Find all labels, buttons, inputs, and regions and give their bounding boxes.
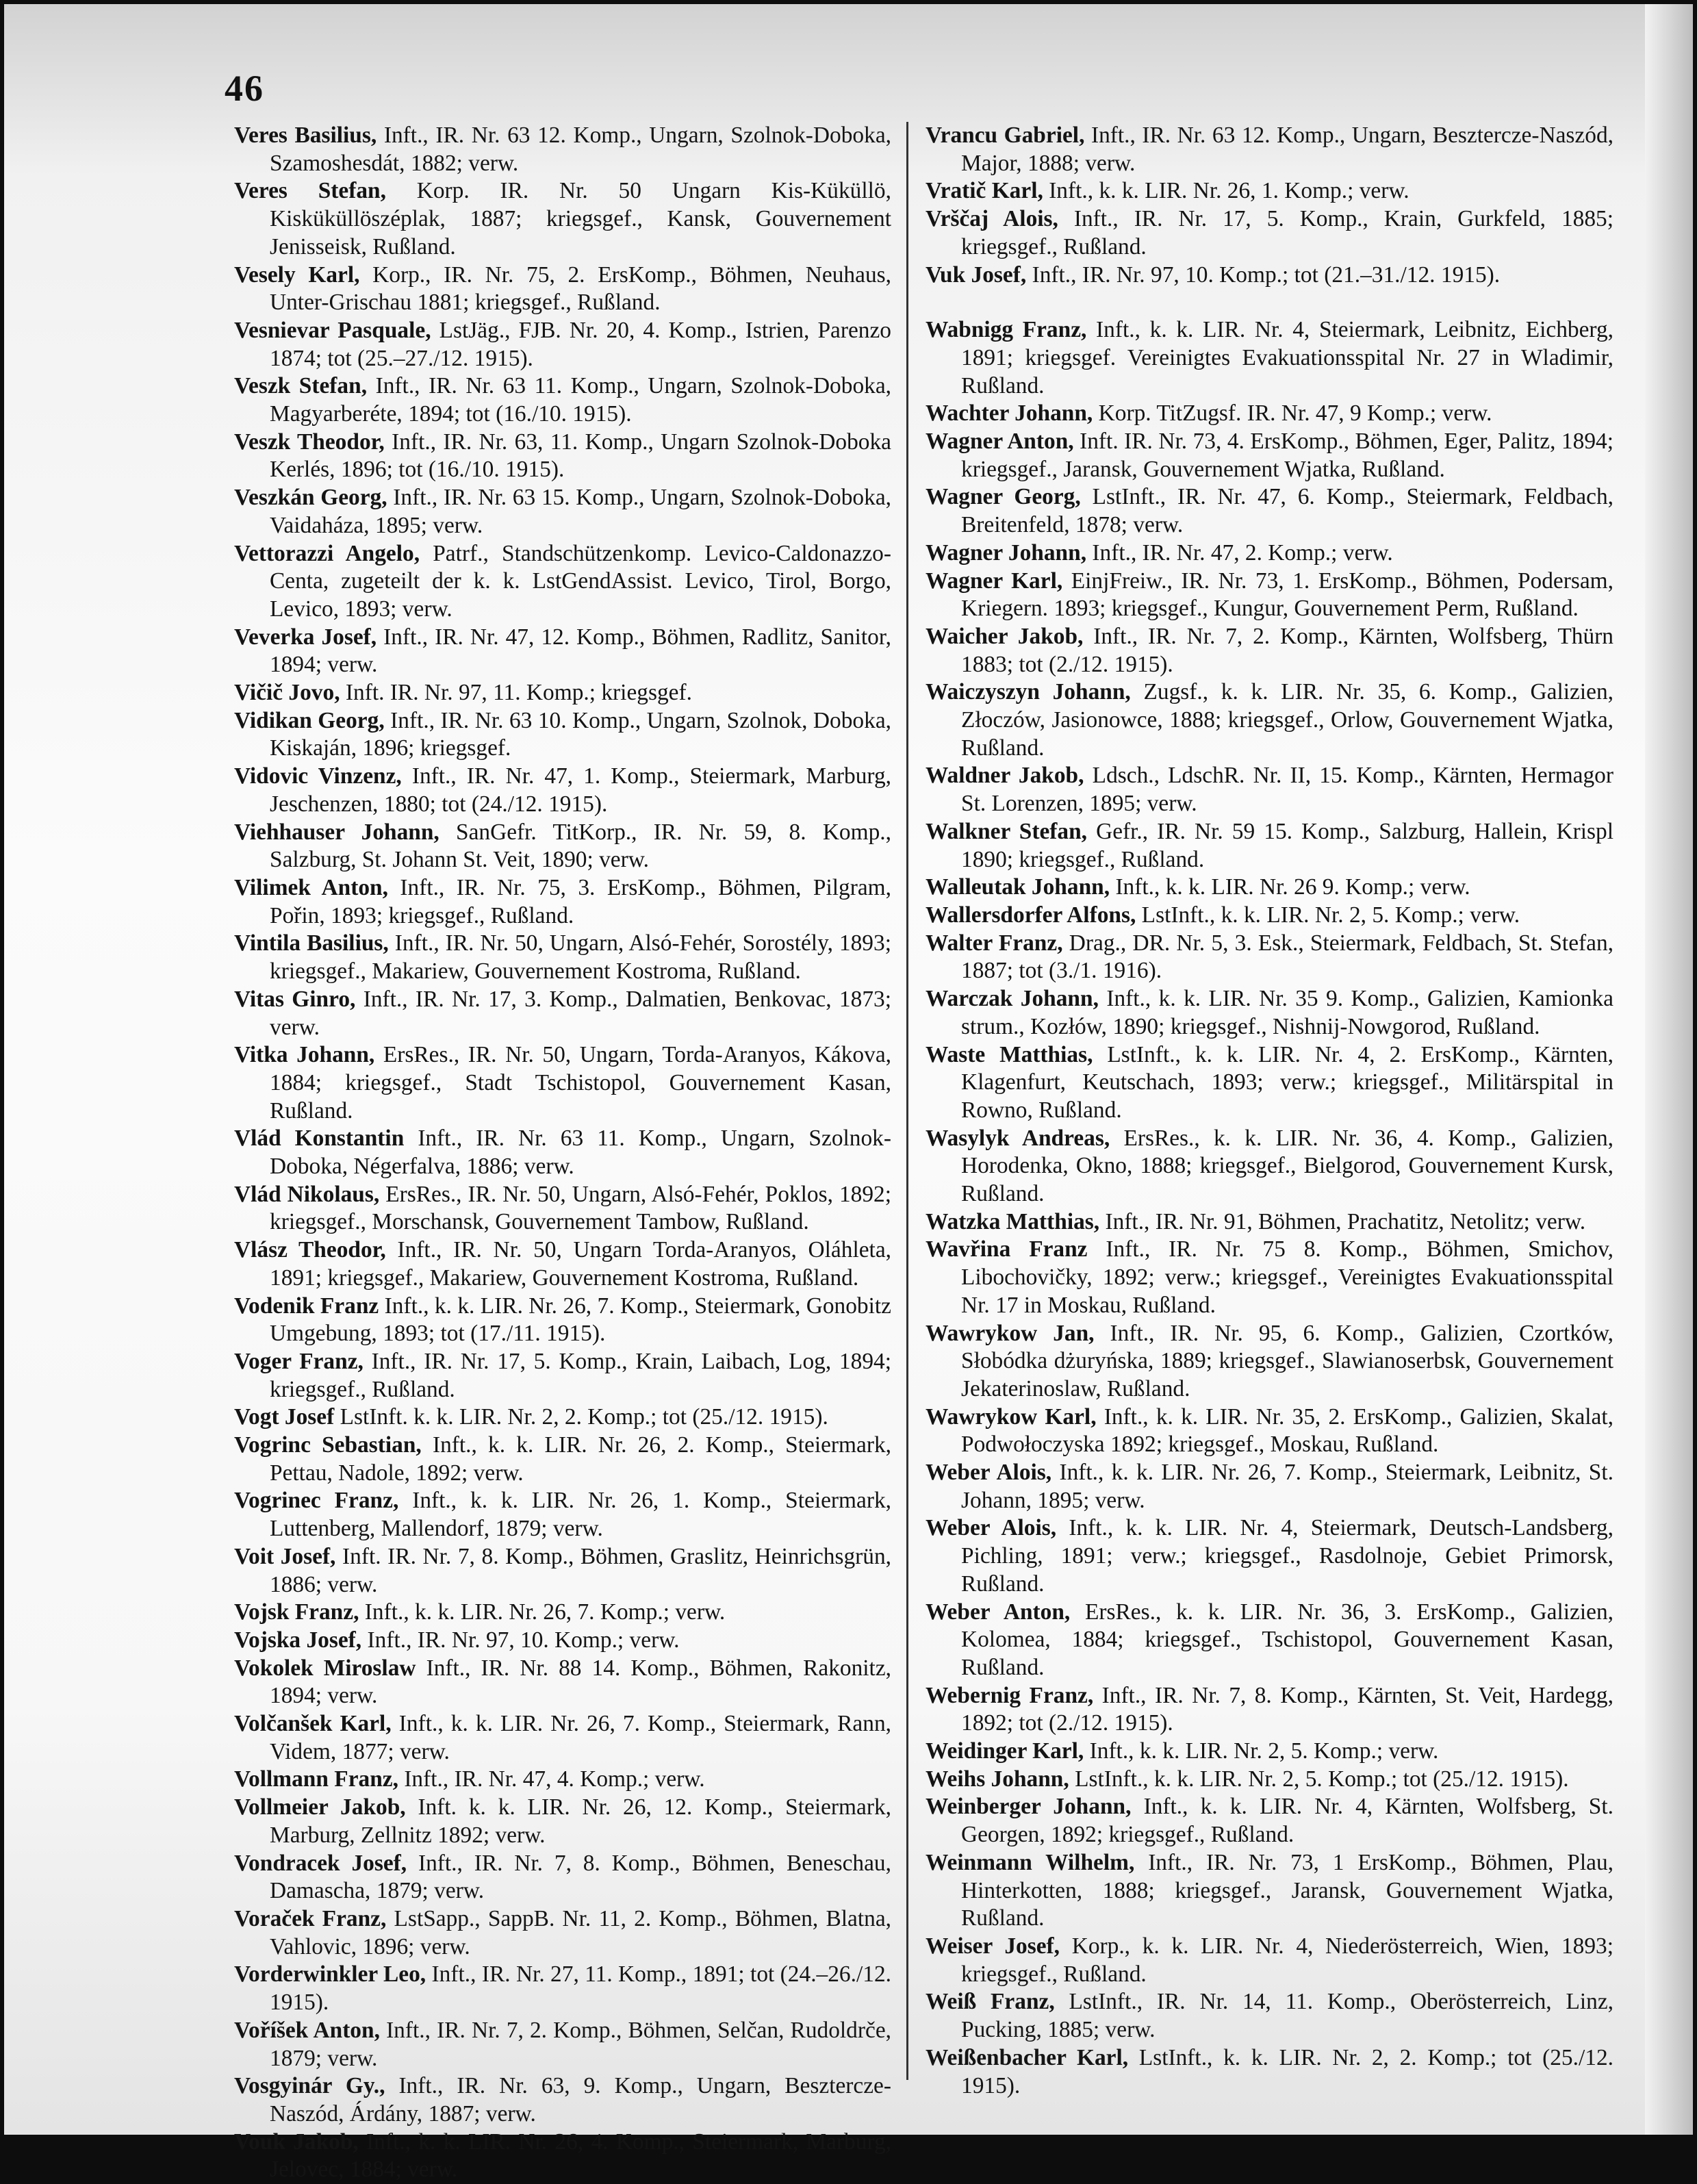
- entry-details: Ldsch., LdschR. Nr. II, 15. Komp., Kärnten, Hermagor St. Lorenzen, 1895; verw.: [961, 763, 1613, 817]
- register-entry: [926, 1766, 1613, 1794]
- register-entry: [926, 1682, 1613, 1738]
- entry-details: Inft., IR. Nr. 63, 11. Komp., Ungarn Szolnok-Doboka Kerlés, 1896; tot (16./10. 1915).: [270, 429, 891, 483]
- entry-name: Veres Basilius,: [234, 123, 377, 148]
- register-entry: [926, 262, 1613, 290]
- entry-name: Wawrykow Jan,: [926, 1320, 1095, 1346]
- entry-name: Weihs Johann,: [926, 1766, 1069, 1792]
- entry-name: Vorderwinkler Leo,: [234, 1961, 426, 1988]
- register-entry: [234, 1487, 891, 1542]
- register-entry: [926, 1933, 1613, 1988]
- entry-details: Korp., k. k. LIR. Nr. 4, Niederösterreich, Wien, 1893; kriegsgef., Rußland.: [961, 1933, 1613, 1987]
- register-entry: [926, 1599, 1613, 1682]
- entry-name: Vodenik Franz: [234, 1293, 379, 1319]
- entry-details: LstInft., k. k. LIR. Nr. 4, 2. ErsKomp., Kärnten, Klagenfurt, Keutschach, 1893; verw.; kriegsgef., Militärspital in Rowno, Rußland.: [961, 1041, 1613, 1123]
- entry-details: Inft., IR. Nr. 63, 9. Komp., Ungarn, Besztercze-Naszód, Árdány, 1887; verw.: [270, 2073, 891, 2126]
- entry-details: Inft., k. k. LIR. Nr. 26, 7. Komp., Steiermark, Gonobitz Umgebung, 1893; tot (17./11. 1915).: [270, 1293, 892, 1347]
- entry-name: Wagner Johann,: [926, 539, 1087, 566]
- register-entry: [234, 317, 891, 372]
- register-entry: [926, 1459, 1613, 1514]
- entry-details: Inft., IR. Nr. 95, 6. Komp., Galizien, Czortków, Słobódka dżuryńska, 1889; kriegsgef., Slawianoserbsk, Gouvernement Jekaterinoslaw, Rußland.: [961, 1320, 1613, 1401]
- register-entry: [234, 429, 891, 484]
- register-entry: [926, 2044, 1613, 2100]
- entry-details: Inft., k. k. LIR. Nr. 26, 2. Komp., Steiermark, Pettau, Nadole, 1892; verw.: [270, 1432, 891, 1486]
- entry-name: Veszk Theodor,: [234, 429, 385, 455]
- register-entry: [234, 1404, 891, 1432]
- register-entry: [234, 1543, 891, 1599]
- entry-details: ErsRes., k. k. LIR. Nr. 36, 3. ErsKomp., Galizien, Kolomea, 1884; kriegsgef., Tschistopol, Gouvernement Kasan, Rußland.: [961, 1599, 1613, 1680]
- entry-name: Veszk Stefan,: [234, 373, 368, 399]
- entry-details: Inft., IR. Nr. 47, 1. Komp., Steiermark, Marburg, Jeschenzen, 1880; tot (24./12. 1915).: [270, 763, 891, 817]
- register-entry: [926, 1738, 1613, 1766]
- entry-name: Warczak Johann,: [926, 986, 1099, 1012]
- entry-name: Weinmann Wilhelm,: [926, 1849, 1135, 1875]
- entry-name: Vuk Josef,: [926, 262, 1027, 288]
- entry-details: Inft., k. k. LIR. Nr. 2, 5. Komp.; verw.: [1089, 1738, 1439, 1764]
- entry-name: Vosgyinár Gy.,: [234, 2073, 385, 2099]
- entry-details: Inft., IR. Nr. 75 8. Komp., Böhmen, Smichov, Libochovičky, 1892; verw.; kriegsgef., Vereinigtes Evakuationsspital Nr. 17 in Moskau, Rußland.: [961, 1236, 1613, 1318]
- register-entry: [234, 1655, 891, 1710]
- entry-details: Inft., IR. Nr. 63 12. Komp., Ungarn, Besztercze-Naszód, Major, 1888; verw.: [961, 123, 1613, 176]
- register-entry: [926, 1236, 1613, 1319]
- register-entry: [234, 484, 891, 539]
- entry-name: Veverka Josef,: [234, 624, 377, 650]
- register-entry: [234, 1348, 891, 1404]
- entry-name: Waiczyszyn Johann,: [926, 679, 1131, 705]
- entry-name: Weber Alois,: [926, 1515, 1057, 1541]
- entry-details: LstInft. k. k. LIR. Nr. 2, 2. Komp.; tot (25./12. 1915).: [340, 1404, 828, 1430]
- register-entry: [234, 540, 891, 624]
- entry-details: Inft., IR. Nr. 50, Ungarn Torda-Aranyos, Oláhleta, 1891; kriegsgef., Makariew, Gouvernement Kostroma, Rußland.: [270, 1237, 891, 1291]
- entry-details: Inft., IR. Nr. 7, 2. Komp., Böhmen, Selčan, Rudoldrče, 1879; verw.: [270, 2017, 891, 2071]
- register-entry: [926, 678, 1613, 762]
- register-entry: [926, 316, 1613, 400]
- entry-name: Waste Matthias,: [926, 1041, 1093, 1067]
- register-entry: [234, 1432, 891, 1487]
- entry-details: Inft., k. k. LIR. Nr. 26, 7. Komp.; verw.: [364, 1599, 726, 1625]
- register-entry: [926, 568, 1613, 623]
- entry-name: Vitka Johann,: [234, 1042, 375, 1068]
- entry-name: Watzka Matthias,: [926, 1208, 1100, 1234]
- register-entry: [234, 930, 891, 985]
- register-entry: [926, 623, 1613, 678]
- entry-details: Inft., k. k. LIR. Nr. 4, Steiermark, Deutsch-Landsberg, Pichling, 1891; verw.; kriegsgef., Rasdolnoje, Gebiet Primorsk, Rußland.: [961, 1515, 1613, 1597]
- entry-details: Inft., k. k. LIR. Nr. 26, 1. Komp., Steiermark, Luttenberg, Mallendorf, 1879; verw.: [270, 1488, 891, 1542]
- entry-name: Vintila Basilius,: [234, 930, 389, 956]
- register-entry: [926, 177, 1613, 205]
- entry-name: Vondracek Josef,: [234, 1850, 407, 1876]
- entry-details: Korp. TitZugsf. IR. Nr. 47, 9 Komp.; verw.: [1098, 401, 1492, 427]
- right-column: [926, 122, 1613, 2107]
- register-entry: [234, 1961, 891, 2016]
- register-entry: [234, 1125, 891, 1180]
- entry-name: Vitas Ginro,: [234, 986, 356, 1012]
- register-entry: [926, 539, 1613, 568]
- entry-name: Vouk Jakob,: [234, 2129, 359, 2155]
- register-entry: [234, 679, 891, 707]
- entry-details: Inft., IR. Nr. 63 11. Komp., Ungarn, Szolnok-Doboka, Négerfalva, 1886; verw.: [270, 1126, 891, 1180]
- register-entry: [926, 428, 1613, 483]
- entry-details: ErsRes., IR. Nr. 50, Ungarn, Torda-Aranyos, Kákova, 1884; kriegsgef., Stadt Tschistopol, Gouvernement Kasan, Rußland.: [270, 1042, 891, 1123]
- entry-details: Inft., IR. Nr. 7, 8. Komp., Kärnten, St. Veit, Hardegg, 1892; tot (2./12. 1915).: [961, 1682, 1613, 1736]
- register-entry: [234, 1794, 891, 1849]
- entry-name: Voříšek Anton,: [234, 2017, 380, 2043]
- page-edge-shadow: [1645, 4, 1693, 2135]
- entry-details: Korp., IR. Nr. 75, 2. ErsKomp., Böhmen, Neuhaus, Unter-Grischau 1881; kriegsgef., Rußland.: [270, 262, 891, 316]
- entry-details: Inft., k. k. LIR. Nr. 26 9. Komp.; verw.: [1115, 874, 1470, 900]
- register-entry: [234, 2129, 891, 2184]
- entry-name: Weidinger Karl,: [926, 1738, 1084, 1764]
- entry-name: Veszkán Georg,: [234, 485, 387, 511]
- entry-details: Inft., IR. Nr. 75, 3. ErsKomp., Böhmen, Pilgram, Pořin, 1893; kriegsgef., Rußland.: [270, 874, 891, 928]
- entry-details: Inft., k. k. LIR. Nr. 4, Steiermark, Leibnitz, Eichberg, 1891; kriegsgef. Vereinigtes Evakuationsspital Nr. 27 in Wladimir, Rußland.: [961, 317, 1613, 398]
- entry-details: ErsRes., k. k. LIR. Nr. 36, 4. Komp., Galizien, Horodenka, Okno, 1888; kriegsgef., Bielgorod, Gouvernement Kursk, Rußland.: [961, 1125, 1613, 1207]
- register-entry: [926, 1208, 1613, 1236]
- entry-details: Inft., IR. Nr. 63 15. Komp., Ungarn, Szolnok-Doboka, Vaidaháza, 1895; verw.: [270, 485, 891, 538]
- register-entry: [926, 762, 1613, 817]
- entry-details: Inft. IR. Nr. 7, 8. Komp., Böhmen, Graslitz, Heinrichsgrün, 1886; verw.: [270, 1543, 892, 1597]
- entry-name: Walter Franz,: [926, 930, 1063, 956]
- entry-name: Vrščaj Alois,: [926, 206, 1058, 232]
- entry-details: LstInft., k. k. LIR. Nr. 2, 2. Komp.; tot (25./12. 1915).: [961, 2044, 1613, 2098]
- register-entry: [926, 985, 1613, 1041]
- register-entry: [234, 763, 891, 818]
- entry-name: Viehhauser Johann,: [234, 819, 439, 845]
- entry-name: Vrancu Gabriel,: [926, 123, 1085, 148]
- entry-name: Vesnievar Pasquale,: [234, 317, 431, 343]
- entry-details: Inft., k. k. LIR. Nr. 26, 7. Komp., Steiermark, Rann, Videm, 1877; verw.: [270, 1711, 891, 1764]
- entry-name: Vojska Josef,: [234, 1627, 362, 1653]
- entry-name: Volčanšek Karl,: [234, 1711, 392, 1737]
- register-entry: [926, 1514, 1613, 1598]
- entry-name: Wagner Karl,: [926, 568, 1063, 594]
- entry-name: Veres Stefan,: [234, 178, 386, 204]
- entry-name: Vettorazzi Angelo,: [234, 540, 420, 566]
- entry-details: SanGefr. TitKorp., IR. Nr. 59, 8. Komp., Salzburg, St. Johann St. Veit, 1890; verw.: [270, 819, 891, 873]
- entry-details: Inft., k. k. LIR. Nr. 26, 1. Komp.; verw.: [1049, 178, 1409, 204]
- entry-name: Weiser Josef,: [926, 1933, 1060, 1959]
- register-entry: [926, 1041, 1613, 1125]
- entry-details: Inft., IR. Nr. 17, 5. Komp., Krain, Gurkfeld, 1885; kriegsgef., Rußland.: [961, 206, 1614, 259]
- entry-details: Gefr., IR. Nr. 59 15. Komp., Salzburg, Hallein, Krispl 1890; kriegsgef., Rußland.: [961, 818, 1613, 872]
- register-entry: [234, 122, 891, 177]
- entry-name: Vlád Nikolaus,: [234, 1181, 380, 1207]
- entry-name: Waldner Jakob,: [926, 763, 1084, 789]
- register-entry: [926, 1988, 1613, 2044]
- entry-name: Vogrinc Sebastian,: [234, 1432, 422, 1458]
- entry-details: LstSapp., SappB. Nr. 11, 2. Komp., Böhmen, Blatna, Vahlovic, 1896; verw.: [270, 1906, 891, 1959]
- entry-details: Inft., IR. Nr. 7, 8. Komp., Böhmen, Beneschau, Damascha, 1879; verw.: [270, 1850, 891, 1904]
- entry-name: Wachter Johann,: [926, 401, 1093, 427]
- register-entry: [234, 2072, 891, 2128]
- entry-name: Vogt Josef: [234, 1404, 335, 1430]
- entry-name: Weiß Franz,: [926, 1989, 1055, 2015]
- register-entry: [234, 1181, 891, 1236]
- entry-details: LstInft., IR. Nr. 14, 11. Komp., Oberösterreich, Linz, Pucking, 1885; verw.: [961, 1989, 1613, 2043]
- entry-details: Inft., IR. Nr. 73, 1 ErsKomp., Böhmen, Plau, Hinterkotten, 1888; kriegsgef., Jaransk, Gouvernement Wjatka, Rußland.: [961, 1849, 1613, 1931]
- entry-name: Vojsk Franz,: [234, 1599, 359, 1625]
- entry-details: Inft., IR. Nr. 17, 5. Komp., Krain, Laibach, Log, 1894; kriegsgef., Rußland.: [270, 1348, 891, 1402]
- entry-name: Vokolek Miroslaw: [234, 1655, 416, 1681]
- entry-details: Inft., IR. Nr. 47, 4. Komp.; verw.: [404, 1766, 705, 1792]
- entry-name: Waicher Jakob,: [926, 623, 1084, 649]
- left-column: [234, 122, 892, 2183]
- register-entry: [926, 1849, 1613, 1933]
- entry-details: ErsRes., IR. Nr. 50, Ungarn, Alsó-Fehér, Poklos, 1892; kriegsgef., Morschansk, Gouvernement Tambow, Rußland.: [270, 1181, 892, 1235]
- page-number: 46: [225, 68, 264, 109]
- entry-name: Vilimek Anton,: [234, 874, 388, 900]
- register-entry: [926, 930, 1613, 985]
- entry-details: Inft., IR. Nr. 47, 2. Komp.; verw.: [1092, 539, 1393, 566]
- entry-details: Inft. k. k. LIR. Nr. 26, 12. Komp., Steiermark, Marburg, Zellnitz 1892; verw.: [270, 1794, 891, 1848]
- entry-name: Vollmann Franz,: [234, 1766, 398, 1792]
- scanned-page: [4, 4, 1693, 2183]
- entry-name: Vesely Karl,: [234, 262, 360, 288]
- entry-details: Korp. IR. Nr. 50 Ungarn Kis-Küküllö, Kisküküllöszéplak, 1887; kriegsgef., Kansk, Gouvernement Jenisseisk, Rußland.: [270, 178, 891, 259]
- entry-details: Inft., IR. Nr. 97, 10. Komp.; tot (21.–31./12. 1915).: [1032, 262, 1501, 288]
- register-entry: [234, 262, 891, 317]
- register-entry: [926, 205, 1613, 261]
- register-entry: [234, 2017, 891, 2072]
- entry-details: Drag., DR. Nr. 5, 3. Esk., Steiermark, Feldbach, St. Stefan, 1887; tot (3./1. 1916).: [961, 930, 1613, 984]
- entry-details: LstInft., IR. Nr. 47, 6. Komp., Steiermark, Feldbach, Breitenfeld, 1878; verw.: [961, 484, 1613, 538]
- entry-details: Inft., k. k. LIR. Nr. 35, 2. ErsKomp., Galizien, Skalat, Podwołoczyska 1892; kriegsgef., Moskau, Rußland.: [961, 1404, 1613, 1458]
- entry-name: Weber Alois,: [926, 1460, 1052, 1486]
- entry-name: Voraček Franz,: [234, 1906, 387, 1931]
- entry-details: LstJäg., FJB. Nr. 20, 4. Komp., Istrien, Parenzo 1874; tot (25.–27./12. 1915).: [270, 317, 891, 371]
- entry-name: Weinberger Johann,: [926, 1794, 1132, 1820]
- entry-name: Wavřina Franz: [926, 1236, 1088, 1262]
- register-entry: [234, 819, 891, 874]
- entry-name: Weißenbacher Karl,: [926, 2044, 1129, 2070]
- register-entry: [234, 874, 891, 930]
- entry-details: Inft., k. k. LIR. Nr. 26, 4. Komp., Steiermark, Marburg, Jelovec, 1884; verw.: [270, 2129, 891, 2183]
- register-entry: [926, 1793, 1613, 1849]
- entry-details: Inft., IR. Nr. 47, 12. Komp., Böhmen, Radlitz, Sanitor, 1894; verw.: [270, 624, 891, 678]
- register-entry: [234, 1766, 891, 1794]
- register-entry: [926, 818, 1613, 874]
- entry-name: Wabnigg Franz,: [926, 317, 1087, 343]
- entry-details: Inft., IR. Nr. 97, 10. Komp.; verw.: [367, 1627, 680, 1653]
- entry-name: Wawrykow Karl,: [926, 1404, 1097, 1430]
- entry-details: LstInft., k. k. LIR. Nr. 2, 5. Komp.; verw.: [1141, 902, 1520, 928]
- entry-name: Wasylyk Andreas,: [926, 1125, 1110, 1151]
- entry-details: Inft. IR. Nr. 73, 4. ErsKomp., Böhmen, Eger, Palitz, 1894; kriegsgef., Jaransk, Gouvernement Wjatka, Rußland.: [961, 429, 1613, 482]
- entry-details: Inft., IR. Nr. 63 11. Komp., Ungarn, Szolnok-Doboka, Magyarberéte, 1894; tot (16./10. 1915).: [270, 373, 892, 427]
- entry-name: Wagner Anton,: [926, 429, 1074, 455]
- register-entry: [234, 1293, 891, 1348]
- entry-name: Voger Franz,: [234, 1348, 363, 1374]
- entry-details: Patrf., Standschützenkomp. Levico-Caldonazzo-Centa, zugeteilt der k. k. LstGendAssist. Levico, Tirol, Borgo, Levico, 1893; verw.: [270, 540, 891, 622]
- entry-details: Inft., IR. Nr. 88 14. Komp., Böhmen, Rakonitz, 1894; verw.: [270, 1655, 892, 1709]
- entry-details: Inft., IR. Nr. 27, 11. Komp., 1891; tot (24.–26./12. 1915).: [270, 1961, 891, 2016]
- entry-details: LstInft., k. k. LIR. Nr. 2, 5. Komp.; tot (25./12. 1915).: [1075, 1766, 1569, 1792]
- register-entry: [234, 1041, 891, 1125]
- entry-name: Voit Josef,: [234, 1543, 336, 1569]
- register-entry: [234, 986, 891, 1041]
- register-entry: [926, 483, 1613, 539]
- register-entry: [926, 874, 1613, 902]
- register-entry: [234, 1905, 891, 1961]
- register-entry: [234, 624, 891, 679]
- register-entry: [234, 372, 891, 428]
- entry-details: Inft., IR. Nr. 17, 3. Komp., Dalmatien, Benkovac, 1873; verw.: [270, 986, 891, 1040]
- entry-name: Vlád Konstantin: [234, 1126, 405, 1152]
- register-entry: [926, 1404, 1613, 1459]
- entry-details: Inft., IR. Nr. 63 10. Komp., Ungarn, Szolnok, Doboka, Kiskaján, 1896; kriegsgef.: [270, 707, 891, 761]
- entry-details: Inft. IR. Nr. 97, 11. Komp.; kriegsgef.: [345, 680, 692, 706]
- entry-name: Wagner Georg,: [926, 484, 1081, 510]
- entry-name: Weber Anton,: [926, 1599, 1071, 1625]
- entry-details: Inft., IR. Nr. 7, 2. Komp., Kärnten, Wolfsberg, Thürn 1883; tot (2./12. 1915).: [961, 623, 1613, 677]
- entry-name: Vogrinec Franz,: [234, 1488, 399, 1514]
- entry-details: Inft., IR. Nr. 91, Böhmen, Prachatitz, Netolitz; verw.: [1105, 1208, 1586, 1234]
- register-entry: [234, 1599, 891, 1627]
- entry-name: Wallersdorfer Alfons,: [926, 902, 1136, 928]
- register-entry: [926, 902, 1613, 930]
- register-entry: [926, 122, 1613, 177]
- entry-details: Inft., IR. Nr. 63 12. Komp., Ungarn, Szolnok-Doboka, Szamoshesdát, 1882; verw.: [270, 123, 891, 176]
- entry-details: Inft., k. k. LIR. Nr. 4, Kärnten, Wolfsberg, St. Georgen, 1892; kriegsgef., Rußland.: [961, 1794, 1613, 1848]
- entry-name: Webernig Franz,: [926, 1682, 1094, 1708]
- register-entry: [234, 1627, 891, 1655]
- register-entry: [234, 177, 891, 261]
- entry-name: Vollmeier Jakob,: [234, 1794, 406, 1820]
- entry-name: Vičič Jovo,: [234, 680, 340, 706]
- entry-details: Inft., k. k. LIR. Nr. 35 9. Komp., Galizien, Kamionka strum., Kozłów, 1890; kriegsgef., Nishnij-Nowgorod, Rußland.: [961, 986, 1613, 1039]
- register-entry: [234, 1850, 891, 1905]
- entry-name: Walleutak Johann,: [926, 874, 1110, 900]
- register-entry: [926, 1320, 1613, 1404]
- register-entry: [234, 1710, 891, 1766]
- entry-details: Inft., IR. Nr. 50, Ungarn, Alsó-Fehér, Sorostély, 1893; kriegsgef., Makariew, Gouvernement Kostroma, Rußland.: [270, 930, 891, 985]
- entry-name: Vidikan Georg,: [234, 707, 385, 733]
- entry-name: Vidovic Vinzenz,: [234, 763, 402, 789]
- entry-details: Zugsf., k. k. LIR. Nr. 35, 6. Komp., Galizien, Złoczów, Jasionowce, 1888; kriegsgef., Orlow, Gouvernement Wjatka, Rußland.: [961, 679, 1613, 761]
- register-entry: [234, 1236, 891, 1292]
- register-entry: [926, 1125, 1613, 1208]
- entry-name: Walkner Stefan,: [926, 818, 1088, 844]
- register-entry: [926, 400, 1613, 428]
- entry-details: Inft., k. k. LIR. Nr. 26, 7. Komp., Steiermark, Leibnitz, St. Johann, 1895; verw.: [961, 1460, 1613, 1513]
- entry-name: Vratič Karl,: [926, 178, 1043, 204]
- column-divider: [906, 122, 908, 2080]
- entry-name: Vlász Theodor,: [234, 1237, 386, 1263]
- register-entry: [234, 707, 891, 763]
- entry-details: EinjFreiw., IR. Nr. 73, 1. ErsKomp., Böhmen, Podersam, Kriegern. 1893; kriegsgef., Kungur, Gouvernement Perm, Rußland.: [961, 568, 1613, 622]
